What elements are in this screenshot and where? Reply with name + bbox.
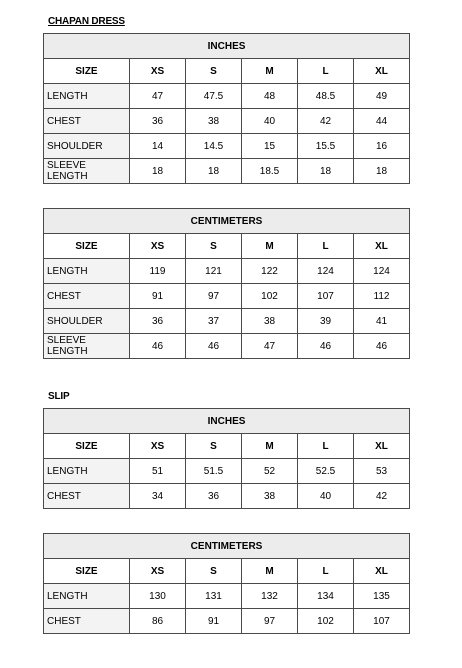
measurement-value: 36 [186, 484, 242, 509]
measurement-value: 38 [186, 109, 242, 134]
measurement-value: 102 [242, 284, 298, 309]
table-row [44, 284, 410, 309]
measurement-value: 91 [130, 284, 186, 309]
table-row [44, 609, 410, 634]
measurement-value: 36 [130, 309, 186, 334]
measurement-value: 14.5 [186, 134, 242, 159]
unit-label: INCHES [44, 409, 410, 434]
measurement-value: 46 [186, 334, 242, 359]
size-header-xl: XL [354, 59, 410, 84]
measurement-value: 122 [242, 259, 298, 284]
measurement-value: 47.5 [186, 84, 242, 109]
measurement-value: 47 [242, 334, 298, 359]
size-header-xs: XS [130, 434, 186, 459]
measurement-label: LENGTH [44, 459, 130, 484]
measurement-value: 15 [242, 134, 298, 159]
chapan-dress-title: CHAPAN DRESS [48, 16, 125, 27]
size-header-row [44, 59, 410, 84]
unit-header-row [44, 209, 410, 234]
measurement-value: 124 [298, 259, 354, 284]
measurement-value: 39 [298, 309, 354, 334]
size-header-s: S [186, 559, 242, 584]
size-header-s: S [186, 234, 242, 259]
unit-header-row [44, 34, 410, 59]
measurement-value: 48.5 [298, 84, 354, 109]
measurement-value: 52 [242, 459, 298, 484]
measurement-value: 46 [130, 334, 186, 359]
slip-title: SLIP [48, 391, 70, 402]
unit-label: INCHES [44, 34, 410, 59]
measurement-value: 112 [354, 284, 410, 309]
table-row [44, 459, 410, 484]
measurement-label: LENGTH [44, 584, 130, 609]
measurement-value: 97 [242, 609, 298, 634]
table-row [44, 334, 410, 359]
measurement-value: 42 [354, 484, 410, 509]
measurement-value: 107 [298, 284, 354, 309]
measurement-value: 18 [130, 159, 186, 184]
measurement-value: 107 [354, 609, 410, 634]
measurement-label: SLEEVE LENGTH [44, 159, 130, 184]
measurement-value: 119 [130, 259, 186, 284]
measurement-value: 38 [242, 484, 298, 509]
size-header-m: M [242, 234, 298, 259]
table-row [44, 134, 410, 159]
measurement-value: 40 [298, 484, 354, 509]
measurement-value: 46 [354, 334, 410, 359]
measurement-value: 44 [354, 109, 410, 134]
unit-label: CENTIMETERS [44, 209, 410, 234]
measurement-value: 15.5 [298, 134, 354, 159]
measurement-value: 18.5 [242, 159, 298, 184]
measurement-value: 102 [298, 609, 354, 634]
measurement-value: 40 [242, 109, 298, 134]
size-header-l: L [298, 434, 354, 459]
table-row [44, 484, 410, 509]
measurement-value: 51 [130, 459, 186, 484]
measurement-value: 37 [186, 309, 242, 334]
table-row [44, 109, 410, 134]
chapan-inches-table [43, 33, 410, 184]
measurement-value: 18 [298, 159, 354, 184]
unit-header-row [44, 409, 410, 434]
size-header-m: M [242, 59, 298, 84]
measurement-value: 46 [298, 334, 354, 359]
table-row [44, 259, 410, 284]
size-header-s: S [186, 434, 242, 459]
measurement-value: 14 [130, 134, 186, 159]
measurement-value: 134 [298, 584, 354, 609]
slip-inches-table [43, 408, 410, 509]
measurement-label: LENGTH [44, 259, 130, 284]
table-row [44, 159, 410, 184]
size-header-l: L [298, 59, 354, 84]
measurement-value: 36 [130, 109, 186, 134]
measurement-value: 91 [186, 609, 242, 634]
measurement-value: 47 [130, 84, 186, 109]
measurement-label: LENGTH [44, 84, 130, 109]
table-row [44, 584, 410, 609]
size-header-xl: XL [354, 434, 410, 459]
measurement-label: CHEST [44, 484, 130, 509]
slip-centimeters-table [43, 533, 410, 634]
unit-label: CENTIMETERS [44, 534, 410, 559]
size-column-header: SIZE [44, 59, 130, 84]
size-column-header: SIZE [44, 234, 130, 259]
size-header-xs: XS [130, 559, 186, 584]
measurement-label: SHOULDER [44, 309, 130, 334]
table-row [44, 309, 410, 334]
size-header-row [44, 434, 410, 459]
measurement-value: 130 [130, 584, 186, 609]
chapan-centimeters-table [43, 208, 410, 359]
measurement-value: 135 [354, 584, 410, 609]
size-header-s: S [186, 59, 242, 84]
measurement-value: 52.5 [298, 459, 354, 484]
measurement-label: CHEST [44, 284, 130, 309]
measurement-value: 38 [242, 309, 298, 334]
measurement-label: CHEST [44, 609, 130, 634]
size-header-xl: XL [354, 234, 410, 259]
measurement-value: 124 [354, 259, 410, 284]
measurement-value: 41 [354, 309, 410, 334]
size-header-xs: XS [130, 234, 186, 259]
size-column-header: SIZE [44, 559, 130, 584]
measurement-value: 51.5 [186, 459, 242, 484]
size-header-row [44, 559, 410, 584]
measurement-label: SHOULDER [44, 134, 130, 159]
measurement-value: 49 [354, 84, 410, 109]
measurement-label: SLEEVE LENGTH [44, 334, 130, 359]
measurement-value: 18 [186, 159, 242, 184]
measurement-value: 86 [130, 609, 186, 634]
measurement-value: 18 [354, 159, 410, 184]
table-row [44, 84, 410, 109]
measurement-value: 132 [242, 584, 298, 609]
unit-header-row [44, 534, 410, 559]
measurement-value: 131 [186, 584, 242, 609]
measurement-label: CHEST [44, 109, 130, 134]
size-header-row [44, 234, 410, 259]
measurement-value: 97 [186, 284, 242, 309]
size-header-xl: XL [354, 559, 410, 584]
measurement-value: 48 [242, 84, 298, 109]
measurement-value: 121 [186, 259, 242, 284]
size-header-l: L [298, 559, 354, 584]
measurement-value: 53 [354, 459, 410, 484]
size-header-m: M [242, 559, 298, 584]
size-header-l: L [298, 234, 354, 259]
measurement-value: 34 [130, 484, 186, 509]
size-column-header: SIZE [44, 434, 130, 459]
measurement-value: 42 [298, 109, 354, 134]
size-header-xs: XS [130, 59, 186, 84]
size-header-m: M [242, 434, 298, 459]
measurement-value: 16 [354, 134, 410, 159]
